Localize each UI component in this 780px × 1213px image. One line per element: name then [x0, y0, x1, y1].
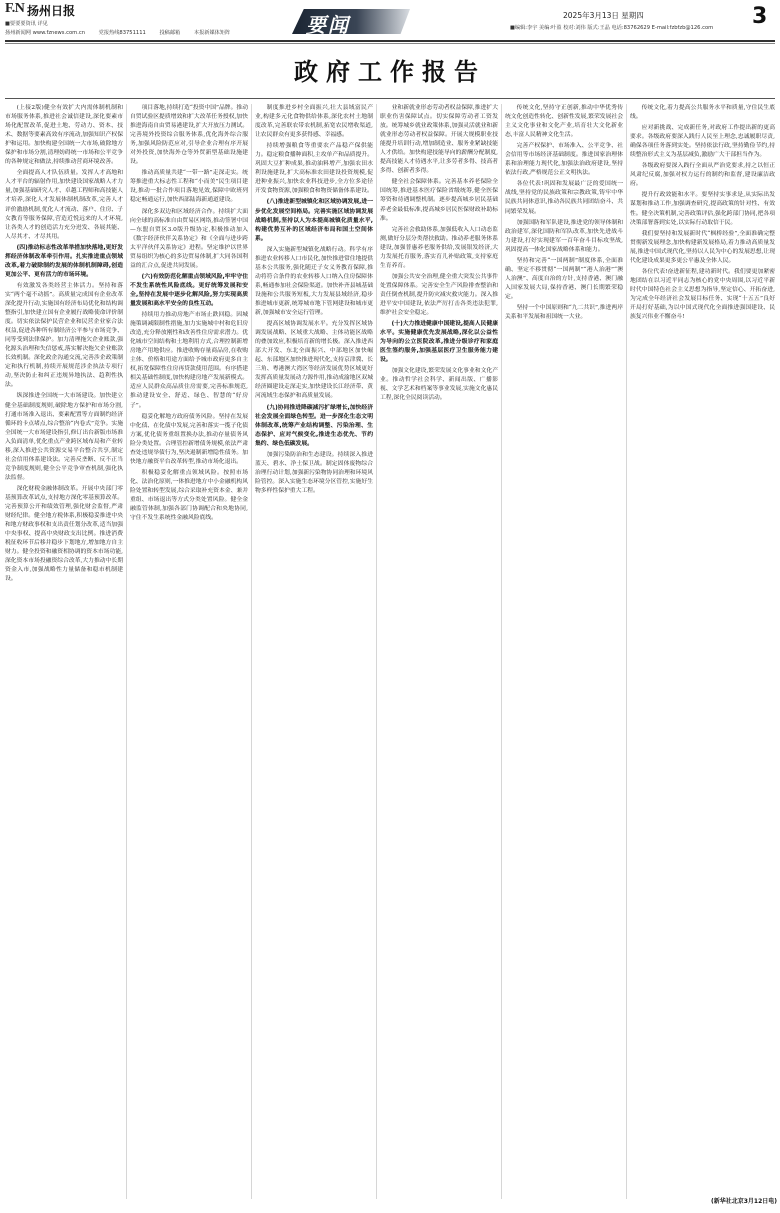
article-paragraph: 我们要坚持和发展新时代“枫桥经验”,全面准确完整贯彻新发展理念,加快构建新发展格局,着力推动高质量发展,推进中国式现代化,坚持以人民为中心的发展思想,让现代化建设成果更多更公平惠及全体人民。 [630, 230, 775, 264]
article-paragraph: 持续用力推动房地产市场止跌回稳。因城施策调减限制性措施,加力实施城中村和危旧房改造,充分释放刚性和改善性住房需求潜力。优化城市空间结构和土地利用方式,合理控制新增房地产用地供应。推进收购存量商品房,在收购主体、价格和用途方面给予城市政府更多自主权,拓宽保障性住房再贷款使用范围。有序搭建相关基础性制度,加快构建房地产发展新模式。适应人民群众高品质住房需要,完善标准规范,推动建设安全、舒适、绿色、智慧的“好房子”。 [130, 312, 248, 409]
article-column-2 [130, 104, 248, 1199]
article-paragraph: 业和新就业形态劳动者权益保障,推进扩大职业伤害保障试点。切实保障劳动者工资发放。统筹城乡就业政策体系,加强灵活就业和新就业形态劳动者权益保障。开展大规模职业技能提升培训行动,增加制造业、服务业紧缺技能人才供给。加快构建技能导向的薪酬分配制度,提高技能人才待遇水平,让多劳者多得、技高者多得、创新者多得。 [380, 105, 498, 175]
article-paragraph: 深化多双边和区域经济合作。持续扩大面向全球的高标准自由贸易区网络,推动签署中国—东盟自贸区3.0版升级协定,积极推动加入《数字经济伙伴关系协定》和《全面与进步跨太平洋伙伴关系协定》进程。坚定维护以世界贸易组织为核心的多边贸易体制,扩大同各国利益的汇合点,促进共同发展。 [130, 208, 248, 269]
section-subheading-paragraph: (十)大力推进健康中国建设,提高人民健康水平。实施健康优先发展战略,深化以公益性为导向的公立医院改革,推进分级诊疗和家庭医生签约服务,加强基层医疗卫生服务能力建设。 [380, 321, 498, 364]
article-paragraph: 提升行政效能和水平。要坚持实事求是,从实际出发谋划和推动工作,加强调查研究,提高政策的针对性、有效性。健全决策机制,完善政策评估,强化跨部门协同,把各项决策部署落到实处,以实际行动取信于民。 [630, 192, 775, 226]
page-title: 政府工作报告 [294, 57, 486, 86]
article-paragraph: 健全社会保障体系。完善基本养老保险全国统筹,推进基本医疗保险省级统筹,健全医保筹资和待遇调整机制。逐步提高城乡居民基础养老金最低标准,提高城乡居民医保财政补助标准。 [380, 179, 498, 222]
column-divider [376, 104, 377, 1199]
section-subheading-paragraph: (九)协同推进降碳减污扩绿增长,加快经济社会发展全面绿色转型。进一步深化生态文明体制改革,统筹产业结构调整、污染治理、生态保护、应对气候变化,推进生态优先、节约集约、绿色低碳发展。 [255, 404, 373, 447]
article-column-6 [630, 104, 775, 1199]
article-paragraph: 全面提高人才队伍质量。发挥人才高地和人才平台的辐射作用,加快建设国家战略人才力量,加强基础研究人才、卓越工程师和高技能人才培养,深化人才发展体制机制改革,完善人才评价激励机制,优化人才流动、落户、住房、子女教育等服务保障,营造近悦远来的人才环境,让各类人才的创造活力充分迸发、各展其能、人尽其才、才尽其用。 [5, 170, 123, 240]
article-paragraph: 有效激发各类经营主体活力。坚持和落实“两个毫不动摇”。高质量完成国有企业改革深化提升行动,实施国有经济布局优化和结构调整指引,加快建立国有企业履行战略使命评价制度。切实依法保护民营企业和民营企业家合法权益,促进各种所有制经济公平参与市场竞争、同等受到法律保护。加力清理拖欠企业账款,强化源头治理和失信惩戒,落实解决拖欠企业账款长效机制。深化政企沟通交流,完善涉企政策制定和执行机制,持续开展规范涉企执法专项行动,坚决防止和纠正违规异地执法、趋利性执法。 [5, 282, 123, 389]
article-paragraph: 加强污染防治和生态建设。持续深入推进蓝天、碧水、净土保卫战。制定固体废物综合治理行动计划,加强新污染物协同治理和环境风险管控。深入实施生态环境分区管控,实施好生物多样性保护重大工程。 [255, 451, 373, 494]
article-paragraph: 传统文化,着力提高公共服务水平和质量,守住民生底线。 [630, 105, 775, 121]
source-credit: (新华社北京3月12日电) [710, 1198, 777, 1205]
article-paragraph: 持续增强粮食等重要农产品稳产保供能力。稳定粮食播种面积,主攻单产和品质提升。巩固大豆扩种成果,推动油料增产,加强农田水利设施建设,扩大高标准农田建设投资规模,促进种业振兴,加快农业科技进步,全方位多途径开发食物资源,加强粮食和物资储备体系建设。 [255, 143, 373, 195]
masthead-email: 投稿邮箱 [159, 30, 181, 36]
masthead-rule-thin [5, 43, 775, 44]
column-divider [126, 104, 127, 1199]
masthead-hotline: 党报热线83751111 [98, 30, 146, 36]
article-paragraph: 深化财税金融体制改革。开展中央部门零基预算改革试点,支持地方深化零基预算改革。完善预算公开和绩效管理,强化财会监督,严肃财经纪律。健全地方税体系,积极稳妥推进中央和地方财政事权和支出责任划分改革,适当加强中央事权、提高中央财政支出比例。推进消费税征收环节后移并稳步下划地方,增加地方自主财力。健全投资和融资相协调的资本市场功能,深化资本市场投融资综合改革,大力推动中长期资金入市,加强战略性力量储备和稳市机制建设。 [5, 485, 123, 583]
article-paragraph: 各位代表!奋进新征程,建功新时代。我们要更加紧密地团结在以习近平同志为核心的党中央周围,以习近平新时代中国特色社会主义思想为指导,坚定信心、开拓奋进,为完成全年经济社会发展目标任务、实现“十五五”良好开局打好基础,为以中国式现代化全面推进强国建设、民族复兴伟业不懈奋斗! [630, 268, 775, 321]
logo-letters: F.N [5, 1, 25, 16]
article-paragraph: 推动高质量共建“一带一路”走深走实。统筹推进重大标志性工程和“小而美”民生项目建设,推动一批合作项目落地见效,保障中欧班列稳定畅通运行,加快西部陆海新通道建设。 [130, 170, 248, 204]
article-paragraph: 完善产权保护、市场准入、公平竞争、社会信用等市场经济基础制度。推进国家治理体系和治理能力现代化,加强法治政府建设,坚持依法行政,严格规范公正文明执法。 [505, 143, 623, 177]
article-paragraph: 加强公共安全治理,健全重大突发公共事件处置保障体系。完善安全生产风险排查整治和责任倒查机制,提升防灾减灾救灾能力。深入推进平安中国建设,依法严厉打击各类违法犯罪,维护社会安全稳定。 [380, 273, 498, 317]
article-paragraph: 提高区域协调发展水平。充分发挥区域协调发展战略、区域重大战略、主体功能区战略的叠加效应,积极培育新的增长极。深入推进西部大开发、东北全面振兴、中部地区加快崛起、东部地区加快推进现代化,支持京津冀、长三角、粤港澳大湾区等经济发展优势区域更好发挥高质量发展动力源作用,推动成渝地区双城经济圈建设走深走实,加快建设长江经济带、黄河流域生态保护和高质量发展。 [255, 321, 373, 400]
article-paragraph: 制度推进乡村全面振兴,壮大县域富民产业,构建多元化食物供给体系,深化农村土地制度改革,完善联农带农机制,拓宽农民增收渠道,让农民群众有更多获得感、幸福感。 [255, 105, 373, 139]
editor-line: ■编辑:李宇 美编:叶盈 校对:刘伟 版式:王晶 电话:83762629 E-mail:fzbfzb@126.com [510, 25, 714, 31]
section-banner [292, 0, 410, 36]
masthead-left-line1: ■要要要资讯 详见 [5, 21, 48, 27]
section-title: 要闻 [306, 13, 350, 37]
article-paragraph: 坚持一个中国原则和“九二共识”,推进两岸关系和平发展和祖国统一大业。 [505, 304, 623, 321]
page-number: 3 [752, 4, 768, 29]
article-paragraph: 项目落地,持续打造“投资中国”品牌。推动自贸试验区提质增效和扩大改革任务授权,加快推进海南自由贸易港建设,扩大开放压力测试。完善境外投资综合服务体系,优化海外综合服务,加强风险防范应对,引导企业合理有序开展对外投资,加快海外仓等外贸新型基础设施建设。 [130, 105, 248, 166]
article-paragraph: 稳妥化解地方政府债务风险。坚持在发展中化债、在化债中发展,完善和落实一揽子化债方案,优化债务重组置换办法,推动存量债务风险分类处置。合理管控新增债务规模,依法严肃查处违规举债行为,坚决遏制新增隐性债务。加快地方融资平台改革转型,推动市场化退出。 [130, 413, 248, 465]
article-paragraph: 传统文化,坚持守正创新,推动中华优秀传统文化创造性转化、创新性发展,繁荣发展社会主义文化事业和文化产业,培育壮大文化新业态,丰富人民精神文化生活。 [505, 105, 623, 139]
article-paragraph: 纵深推进全国统一大市场建设。加快建立健全基础制度规则,破除地方保护和市场分割,打通市场准入退出、要素配置等方面制约经济循环的卡点堵点,综合整治“内卷式”竞争。实施全国统一大市场建设指引,修订出台新版市场准入负面清单,优化重点产业跨区域布局和产业转移,深入推进公共资源交易平台整合共享,制定社会信用体系建设法。完善反垄断、反不正当竞争制度规则,健全公平竞争审查机制,强化执法监督。 [5, 393, 123, 481]
article-paragraph: 积极稳妥化解重点领域风险。按照市场化、法治化原则,一体推进地方中小金融机构风险处置和转型发展,综合采取补充资本金、兼并重组、市场退出等方式分类处置风险。健全金融监管体制,加强各部门协调配合和央地协同,守住不发生系统性金融风险底线。 [130, 469, 248, 522]
masthead-media: 本报新媒体矩阵 [193, 30, 231, 36]
article-paragraph: 深入实施新型城镇化战略行动。科学有序推进农业转移人口市民化,加快推进常住地提供基本公共服务,强化随迁子女义务教育保障,推动将符合条件的农业转移人口纳入住房保障体系,畅通参加社会保险渠道。加快补齐县城基础设施和公共服务短板,大力发展县域经济,稳步推进城市更新,统筹城市地下管网建设和城市更新,加强城市安全运行管理。 [255, 246, 373, 317]
article-paragraph: 各级政府要深入践行全面从严治党要求,持之以恒正风肃纪反腐,加强对权力运行的制约和监督,建设廉洁政府。 [630, 163, 775, 188]
article-paragraph: 加强文化建设,繁荣发展文化事业和文化产业。推动哲学社会科学、新闻出版、广播影视、文学艺术和档案等事业发展,实施文化惠民工程,深化全民阅读活动。 [380, 368, 498, 402]
column-divider [251, 104, 252, 1199]
article-paragraph: 各位代表!巩固和发展最广泛的爱国统一战线,坚持党的民族政策和宗教政策,铸牢中华民族共同体意识,推动各民族共同团结奋斗、共同繁荣发展。 [505, 181, 623, 215]
masthead-rule [5, 40, 775, 42]
article-paragraph: 应对新挑战、完成新任务,对政府工作提出新的更高要求。各级政府要深入践行人民至上理念,忠诚履职尽责,确保各项任务落到实处。坚持依法行政,坚持勤俭节约,持续整治形式主义为基层减负,激励广大干部担当作为。 [630, 125, 775, 159]
masthead-left-line2 [5, 29, 230, 36]
article-body [5, 104, 775, 1199]
article-paragraph: (上接2版)健全有效扩大内需体制机制和市场服务体系,推进社会诚信建设,深化要素市场化配置改革,促进土地、劳动力、资本、技术、数据等要素高效有序流动,加强知识产权保护和运用。加快构建全国统一大市场,破除地方保护和市场分割,清理妨碍统一市场和公平竞争的各种规定和做法,持续推动营商环境改善。 [5, 105, 123, 166]
column-divider [501, 104, 502, 1199]
column-divider [626, 104, 627, 1199]
logo-name: 扬州日报 [27, 4, 76, 18]
issue-date: 2025年3月13日 星期四 [563, 11, 644, 20]
masthead-website: 扬州新闻网 www.fznews.com.cn [5, 30, 85, 36]
article-paragraph: 加强国防和军队建设,推进党的领导体制和政治建军,深化国防和军队改革,加快先进战斗力建设,打好实现建军一百年奋斗目标攻坚战,巩固提高一体化国家战略体系和能力。 [505, 219, 623, 253]
masthead [0, 0, 780, 42]
section-subheading-paragraph: (八)推进新型城镇化和区域协调发展,进一步优化发展空间格局。完善实施区域协调发展战略机制,坚持以人为本提高城镇化质量水平,构建优势互补的区域经济布局和国土空间体系。 [255, 199, 373, 242]
article-column-3 [255, 104, 373, 1199]
headline-rule [5, 98, 775, 99]
section-subheading-paragraph: (六)有效防范化解重点领域风险,牢牢守住不发生系统性风险底线。更好统筹发展和安全,坚持在发展中逐步化解风险,努力实现高质量发展和高水平安全的良性互动。 [130, 273, 248, 307]
article-paragraph: 完善社会救助体系,加强低收入人口动态监测,做好分层分类帮扶救助。推动养老服务体系建设,加强普惠养老服务供给,发展银发经济,大力发展托育服务,落实育儿补贴政策,支持家庭生育养育。 [380, 226, 498, 269]
article-column-4 [380, 104, 498, 1199]
article-column-1 [5, 104, 123, 1199]
article-paragraph: 坚持和完善“一国两制”制度体系,全面准确、坚定不移贯彻“一国两制”“港人治港”“澳人治澳”、高度自治的方针,支持香港、澳门融入国家发展大局,保持香港、澳门长期繁荣稳定。 [505, 257, 623, 300]
article-column-5 [505, 104, 623, 1199]
section-subheading-paragraph: (四)推动标志性改革举措加快落地,更好发挥经济体制改革牵引作用。扎实推进重点领域改革,着力破除制约发展的体制机制障碍,创造更加公平、更有活力的市场环境。 [5, 244, 123, 278]
newspaper-logo [5, 1, 76, 18]
